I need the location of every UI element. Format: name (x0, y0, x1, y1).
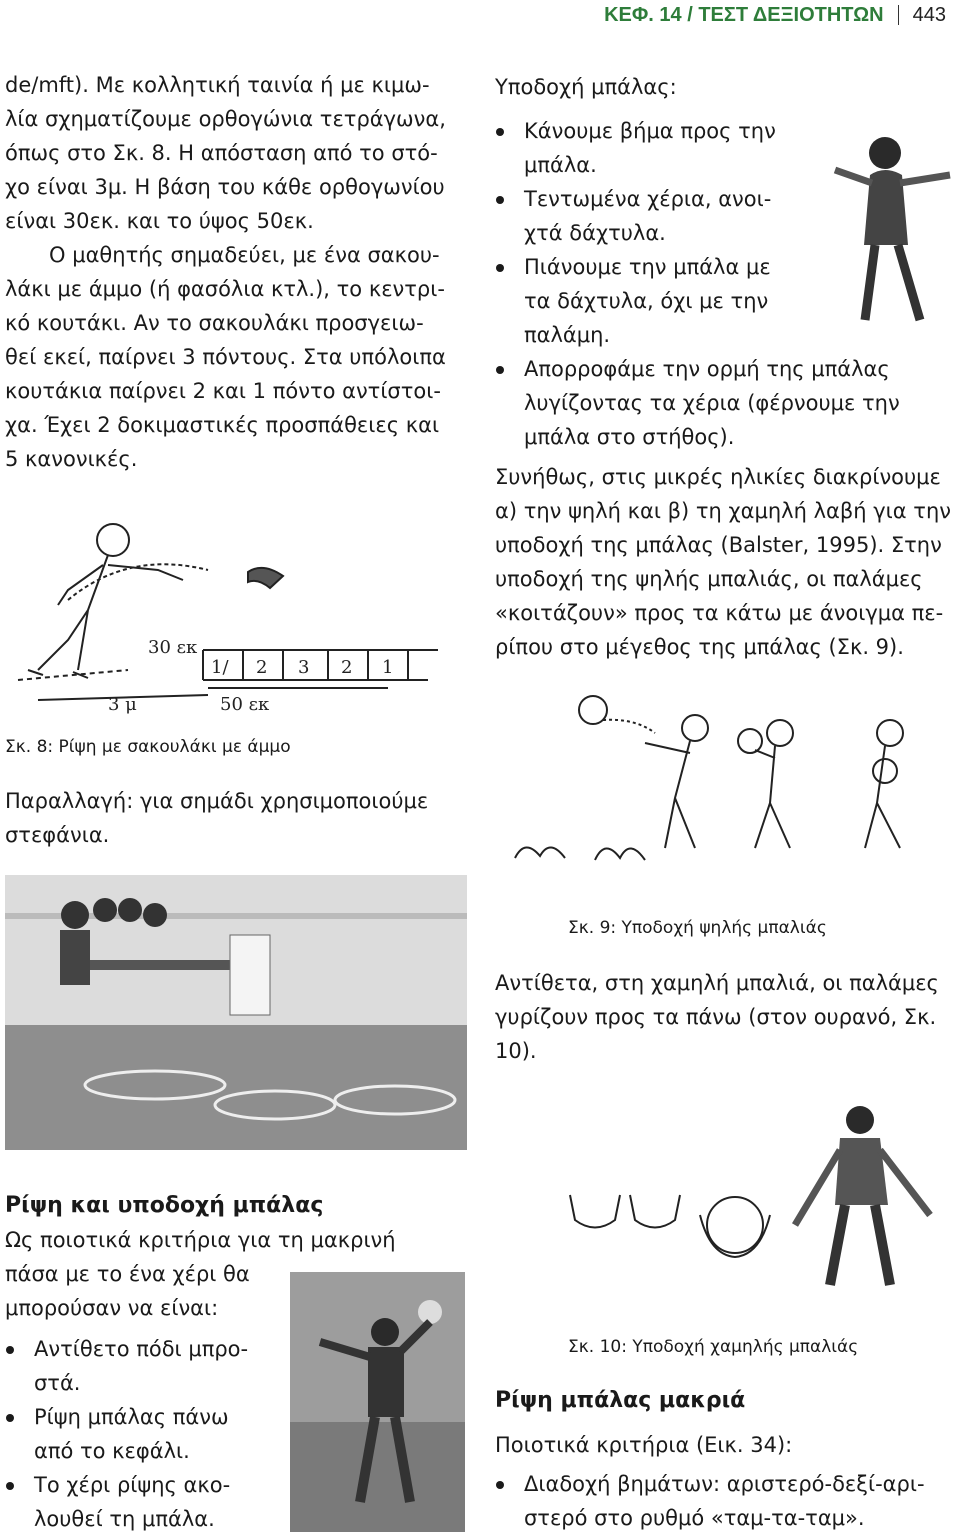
text-line: Τεντωμένα χέρια, ανοι- (524, 187, 772, 211)
catch-title: Υποδοχή μπάλας: (495, 75, 677, 99)
text-line: Απορροφάμε την ορμή της μπάλας (524, 357, 890, 381)
header-divider (898, 5, 899, 25)
text-line: χα. Έχει 2 δοκιμαστικές προσπάθειες και (5, 413, 440, 437)
text-line: «κοιτάζουν» προς τα κάτω με άνοιγμα πε- (495, 601, 944, 625)
dim-label-3m: 3 μ (108, 694, 137, 715)
text-line: στά. (34, 1371, 81, 1395)
text-line: παλάμη. (524, 323, 611, 347)
text-line: στερό στο ρυθμό «ταμ-τα-ταμ». (524, 1506, 865, 1530)
text-line: Ρίψη μπάλας πάνω (34, 1405, 229, 1429)
text-line: λάκι με άμμο (ή φασόλια κτλ.), το κεντρι- (5, 277, 445, 301)
text-line: κό κουτάκι. Αν το σακουλάκι προσγειω- (5, 311, 424, 335)
section-heading-throw-catch: Ρίψη και υποδοχή μπάλας (5, 1193, 324, 1218)
figure-low-catch-hands (560, 1175, 790, 1265)
photo-girl-catching (830, 115, 958, 335)
text-line: υποδοχή της μπάλας (Balster, 1995). Στην (495, 533, 942, 557)
photo-boy-throwing (290, 1272, 465, 1532)
high-catch-illustration (505, 688, 955, 898)
text-line: Συνήθως, στις μικρές ηλικίες διακρίνουμε (495, 465, 941, 489)
fig9-caption: Σκ. 9: Υποδοχή ψηλής μπαλιάς (568, 918, 827, 938)
list-item (0, 1468, 280, 1536)
long-throw-list (490, 1467, 958, 1535)
figure-sandbag-throw (8, 510, 463, 715)
box-label: 2 (256, 657, 268, 678)
text-line: 10). (495, 1039, 537, 1063)
text-line: Ο μαθητής σημαδεύει, με ένα σακου- (49, 243, 440, 267)
box-label: 2 (341, 657, 353, 678)
photo-boy-catching-low (780, 1100, 955, 1300)
boy-low-catch-photo (780, 1100, 955, 1300)
text-line: Το χέρι ρίψης ακο- (34, 1473, 231, 1497)
text-line: Κάνουμε βήμα προς την (524, 119, 776, 143)
box-label: 1 (382, 657, 394, 678)
ball-icon (707, 1197, 763, 1253)
intro-paragraph (5, 68, 465, 476)
text-line: λουθεί τη μπάλα. (34, 1507, 215, 1531)
sandbag-icon (248, 568, 283, 588)
list-item (490, 1467, 958, 1535)
list-item (490, 352, 958, 454)
dim-label-50: 50 εκ (220, 694, 270, 715)
text-line: τα δάχτυλα, όχι με την (524, 289, 769, 313)
text-line: θεί εκεί, παίρνει 3 πόντους. Στα υπόλοιπα (5, 345, 446, 369)
page-header (604, 2, 946, 28)
figure-high-catch (505, 688, 955, 898)
text-line: χο είναι 3μ. Η βάση του κάθε ορθογωνίου (5, 175, 445, 199)
low-catch-hands-illustration (560, 1175, 790, 1265)
text-line: είναι 30εκ. και το ύψος 50εκ. (5, 209, 314, 233)
fig8-caption: Σκ. 8: Ρίψη με σακουλάκι με άμμο (5, 737, 291, 757)
text-line: κουτάκια παίρνει 2 και 1 πόντο αντίστοι- (5, 379, 441, 403)
text-line: λυγίζοντας τα χέρια (φέρνουμε την (524, 391, 900, 415)
text-line: 5 κανονικές. (5, 447, 138, 471)
list-item (0, 1332, 280, 1400)
box-label: 1/ (211, 657, 229, 678)
text-line: μπάλα στο στήθος). (524, 425, 735, 449)
text-line: ρίπου στο μέγεθος της μπάλας (Σκ. 9). (495, 635, 904, 659)
ball-icon (579, 696, 607, 724)
ball-icon (418, 1300, 442, 1324)
list-item (0, 1400, 280, 1468)
text-line: Πιάνουμε την μπάλα με (524, 255, 771, 279)
boy-throwing-photo (290, 1272, 465, 1532)
page-number: 443 (912, 3, 946, 26)
chapter-title: ΚΕΦ. 14 / ΤΕΣΤ ΔΕΞΙΟΤΗΤΩΝ (604, 3, 884, 26)
dim-label-30: 30 εκ (148, 637, 198, 658)
child-head (97, 524, 129, 556)
text-line: Παραλλαγή: για σημάδι χρησιμοποιούμε (5, 789, 429, 813)
text-line: μπάλα. (524, 153, 597, 177)
photo-gym-hoops (5, 875, 467, 1150)
text-line: υποδοχή της ψηλής μπαλιάς, οι παλάμες (495, 567, 923, 591)
usually-paragraph (495, 460, 957, 664)
text-line: Διαδοχή βημάτων: αριστερό-δεξί-αρι- (524, 1472, 925, 1496)
sandbag-throw-illustration (8, 510, 463, 715)
text-line: de/mft). Με κολλητική ταινία ή με κιμω- (5, 73, 430, 97)
box-label: 3 (298, 657, 310, 678)
text-line: από το κεφάλι. (34, 1439, 190, 1463)
throw-criteria-list (0, 1332, 280, 1536)
text-line: πάσα με το ένα χέρι θα (5, 1262, 250, 1286)
text-line: γυρίζουν προς τα πάνω (στον ουρανό, Σκ. (495, 1005, 937, 1029)
text-line: Αντίθετα, στη χαμηλή μπαλιά, οι παλάμες (495, 971, 939, 995)
gym-photo (5, 875, 467, 1150)
text-line: Αντίθετο πόδι μπρο- (34, 1337, 249, 1361)
opposite-paragraph (495, 966, 957, 1068)
text-line: λία σχηματίζουμε ορθογώνια τετράγωνα, (5, 107, 446, 131)
text-line: στεφάνια. (5, 823, 110, 847)
long-throw-criteria: Ποιοτικά κριτήρια (Εικ. 34): (495, 1433, 793, 1457)
girl-catching-photo (830, 115, 958, 335)
fig10-caption: Σκ. 10: Υποδοχή χαμηλής μπαλιάς (568, 1337, 859, 1357)
section-heading-long-throw: Ρίψη μπάλας μακριά (495, 1388, 746, 1413)
text-line: χτά δάχτυλα. (524, 221, 666, 245)
variation-paragraph (5, 784, 465, 852)
text-line: Ως ποιοτικά κριτήρια για τη μακρινή (5, 1228, 396, 1252)
text-line: μπορούσαν να είναι: (5, 1296, 219, 1320)
text-line: όπως στο Σκ. 8. Η απόσταση από το στό- (5, 141, 438, 165)
text-line: α) την ψηλή και β) τη χαμηλή λαβή για την (495, 499, 951, 523)
